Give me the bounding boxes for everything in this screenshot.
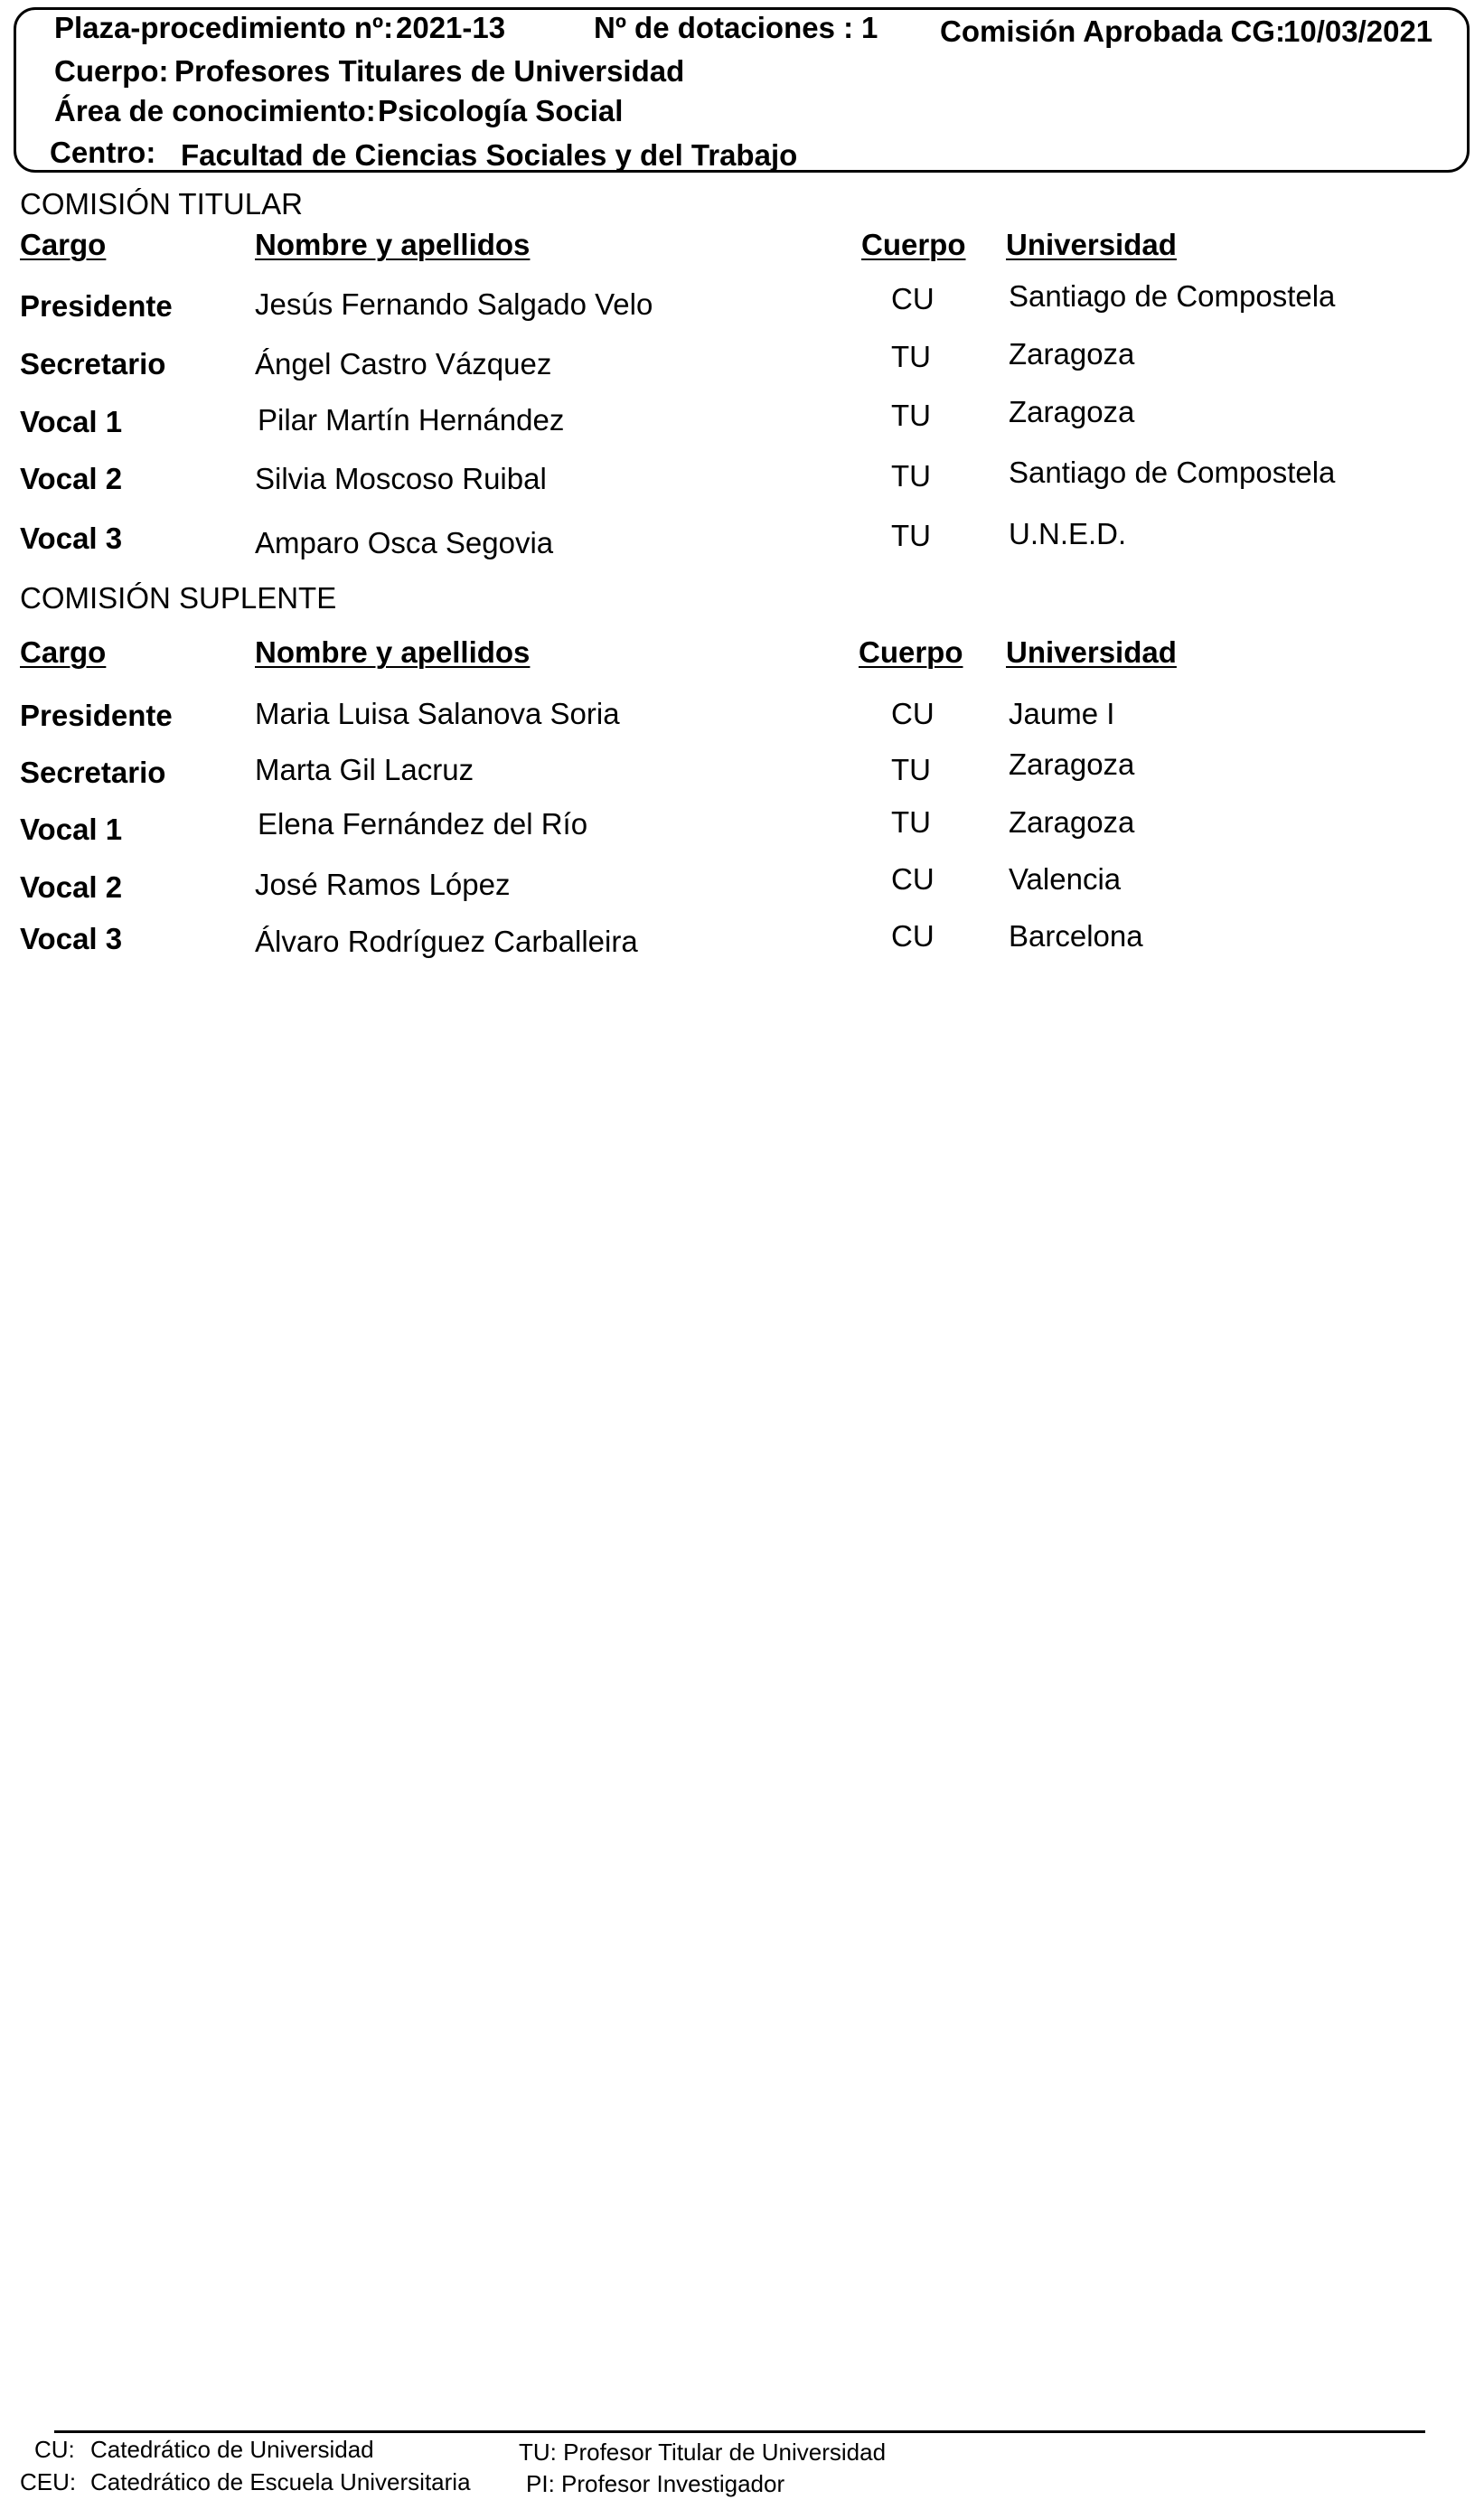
legend-ceu-code: CEU: <box>20 2468 77 2495</box>
titular-row-3-cuerpo: TU <box>891 399 931 432</box>
suplente-row-1-nombre: Maria Luisa Salanova Soria <box>255 697 620 730</box>
legend-cu-desc: Catedrático de Universidad <box>90 2436 374 2463</box>
centro-label: Centro: <box>50 136 156 169</box>
legend-pi: PI: Profesor Investigador <box>526 2470 785 2497</box>
titular-row-4-universidad: Santiago de Compostela <box>1009 456 1336 489</box>
titular-col-cargo: Cargo <box>20 228 107 261</box>
plaza-value: 2021-13 <box>396 11 506 44</box>
titular-row-5-cargo: Vocal 3 <box>20 522 123 555</box>
suplente-row-5-cuerpo: CU <box>891 919 935 953</box>
dotaciones-label: Nº de dotaciones : <box>594 11 854 44</box>
suplente-row-2-universidad: Zaragoza <box>1009 747 1135 781</box>
titular-row-5-universidad: U.N.E.D. <box>1009 517 1127 550</box>
suplente-row-2-cargo: Secretario <box>20 756 166 789</box>
suplente-col-nombre: Nombre y apellidos <box>255 635 531 669</box>
titular-row-1-cargo: Presidente <box>20 289 173 323</box>
suplente-row-1-cuerpo: CU <box>891 697 935 730</box>
legend-tu: TU: Profesor Titular de Universidad <box>519 2439 887 2466</box>
suplente-row-4-cargo: Vocal 2 <box>20 870 123 904</box>
suplente-col-cuerpo: Cuerpo <box>859 635 963 669</box>
titular-row-1-universidad: Santiago de Compostela <box>1009 279 1336 313</box>
titular-row-1-nombre: Jesús Fernando Salgado Velo <box>255 287 653 321</box>
plaza-label: Plaza-procedimiento nº: <box>54 11 394 44</box>
centro-value: Facultad de Ciencias Sociales y del Trabajo <box>181 138 798 172</box>
area-label: Área de conocimiento: <box>54 94 376 127</box>
titular-row-2-universidad: Zaragoza <box>1009 337 1135 371</box>
suplente-row-5-cargo: Vocal 3 <box>20 922 123 955</box>
titular-col-nombre: Nombre y apellidos <box>255 228 531 261</box>
titular-row-3-nombre: Pilar Martín Hernández <box>258 403 565 437</box>
suplente-row-2-nombre: Marta Gil Lacruz <box>255 753 474 786</box>
suplente-row-4-nombre: José Ramos López <box>255 868 511 901</box>
suplente-row-4-universidad: Valencia <box>1009 862 1122 896</box>
titular-row-5-cuerpo: TU <box>891 519 931 552</box>
area-value: Psicología Social <box>378 94 624 127</box>
legend-cu-code: CU: <box>34 2436 75 2463</box>
titular-row-4-cuerpo: TU <box>891 459 931 493</box>
suplente-col-universidad: Universidad <box>1006 635 1177 669</box>
titular-row-1-cuerpo: CU <box>891 282 935 315</box>
titular-row-2-nombre: Ángel Castro Vázquez <box>255 347 552 381</box>
suplente-row-3-cargo: Vocal 1 <box>20 813 123 846</box>
titular-row-4-nombre: Silvia Moscoso Ruibal <box>255 462 547 495</box>
titular-row-3-cargo: Vocal 1 <box>20 405 123 438</box>
titular-row-2-cuerpo: TU <box>891 340 931 373</box>
dotaciones-value: 1 <box>861 11 878 44</box>
titular-col-cuerpo: Cuerpo <box>861 228 966 261</box>
suplente-title: COMISIÓN SUPLENTE <box>20 581 337 615</box>
cuerpo-value: Profesores Titulares de Universidad <box>174 54 685 88</box>
footer-divider <box>54 2430 1425 2433</box>
titular-title: COMISIÓN TITULAR <box>20 187 303 221</box>
suplente-row-5-universidad: Barcelona <box>1009 919 1143 953</box>
suplente-row-2-cuerpo: TU <box>891 753 931 786</box>
aprobada-value: 10/03/2021 <box>1283 14 1433 48</box>
titular-row-2-cargo: Secretario <box>20 347 166 381</box>
suplente-row-3-cuerpo: TU <box>891 805 931 839</box>
cuerpo-label: Cuerpo: <box>54 54 169 88</box>
suplente-row-5-nombre: Álvaro Rodríguez Carballeira <box>255 925 638 958</box>
titular-col-universidad: Universidad <box>1006 228 1177 261</box>
titular-row-3-universidad: Zaragoza <box>1009 395 1135 428</box>
aprobada-label: Comisión Aprobada CG: <box>940 14 1285 48</box>
suplente-row-1-universidad: Jaume I <box>1009 697 1115 730</box>
titular-row-5-nombre: Amparo Osca Segovia <box>255 526 554 559</box>
suplente-row-1-cargo: Presidente <box>20 699 173 732</box>
suplente-row-4-cuerpo: CU <box>891 862 935 896</box>
suplente-row-3-nombre: Elena Fernández del Río <box>258 807 588 841</box>
suplente-col-cargo: Cargo <box>20 635 107 669</box>
legend-ceu-desc: Catedrático de Escuela Universitaria <box>90 2468 471 2495</box>
titular-row-4-cargo: Vocal 2 <box>20 462 123 495</box>
suplente-row-3-universidad: Zaragoza <box>1009 805 1135 839</box>
